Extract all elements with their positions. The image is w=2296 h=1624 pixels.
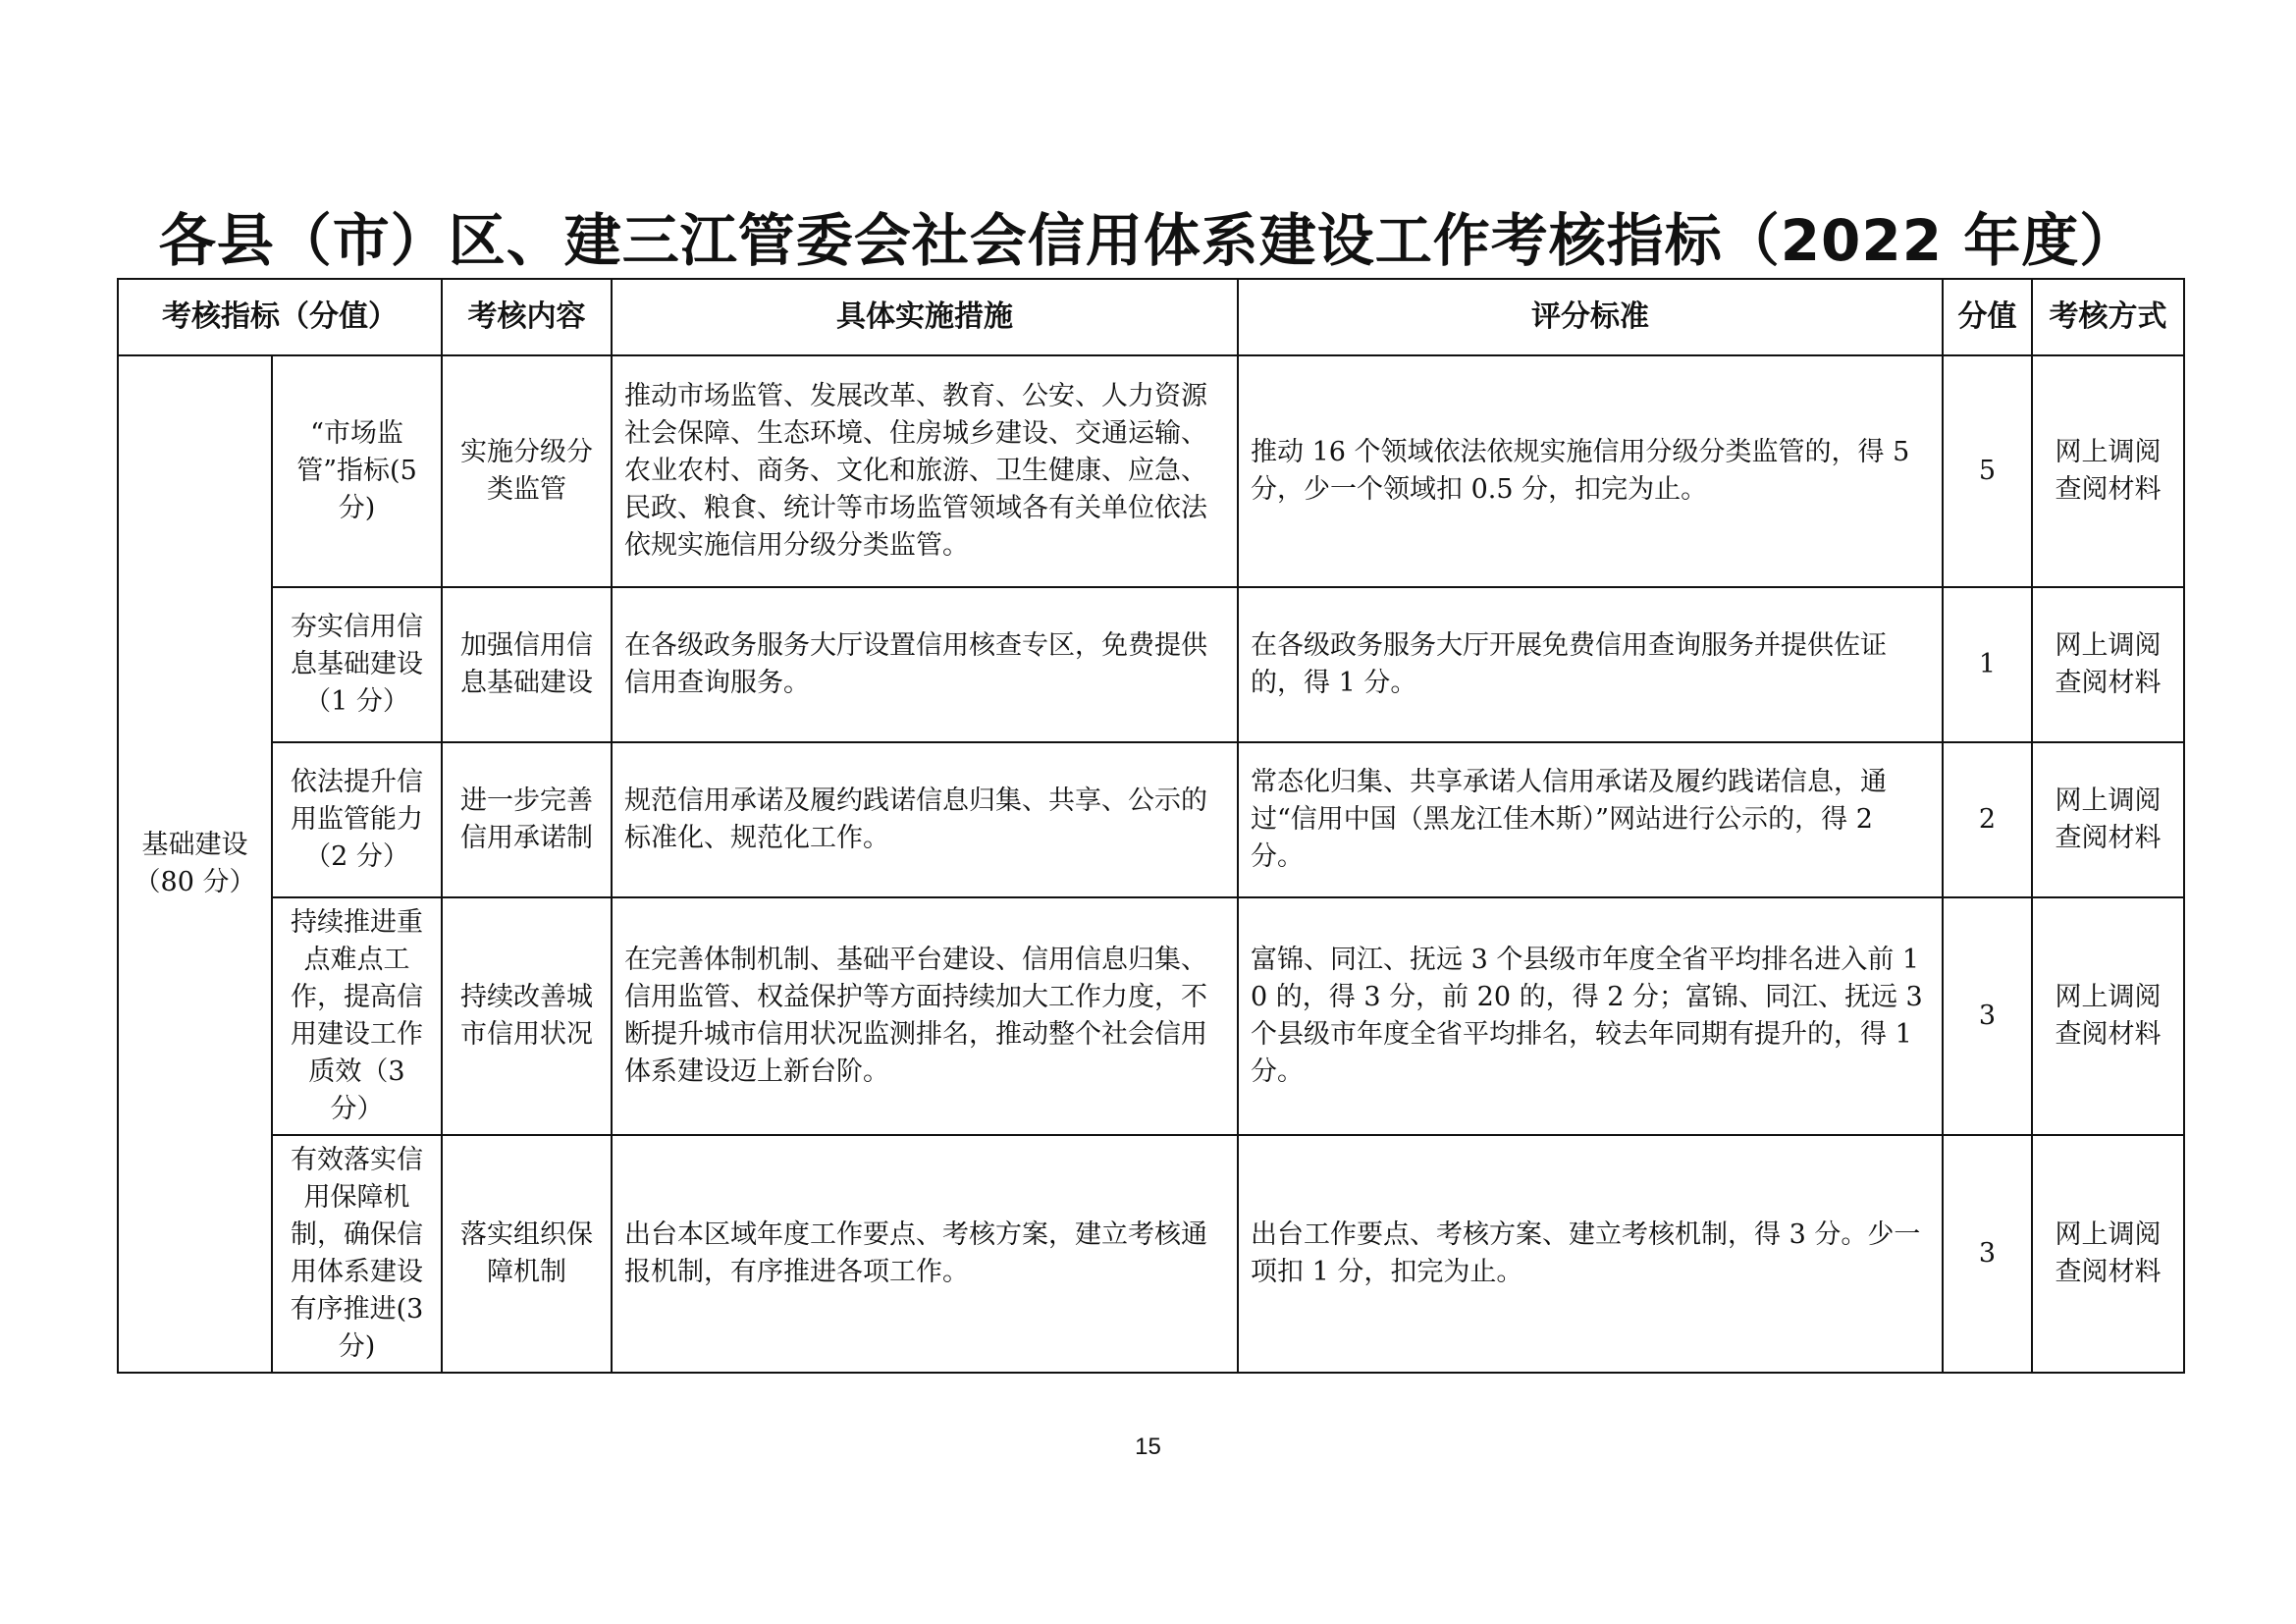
content-cell: 加强信用信息基础建设 — [442, 587, 612, 742]
category-cell: 基础建设（80 分） — [118, 355, 272, 1373]
method-cell: 网上调阅查阅材料 — [2032, 587, 2184, 742]
table-row — [118, 742, 2184, 897]
header-score: 分值 — [1943, 279, 2032, 355]
indicator-cell: 依法提升信用监管能力（2 分） — [272, 742, 442, 897]
criteria-cell: 在各级政务服务大厅开展免费信用查询服务并提供佐证的，得 1 分。 — [1238, 587, 1943, 742]
indicator-cell: “市场监管”指标(5分) — [272, 355, 442, 587]
header-criteria: 评分标准 — [1238, 279, 1943, 355]
criteria-cell: 出台工作要点、考核方案、建立考核机制，得 3 分。少一项扣 1 分，扣完为止。 — [1238, 1135, 1943, 1373]
score-cell: 5 — [1943, 355, 2032, 587]
score-cell: 3 — [1943, 897, 2032, 1135]
measures-cell: 在各级政务服务大厅设置信用核查专区，免费提供信用查询服务。 — [612, 587, 1238, 742]
table-row — [118, 587, 2184, 742]
content-cell: 实施分级分类监管 — [442, 355, 612, 587]
measures-cell: 在完善体制机制、基础平台建设、信用信息归集、信用监管、权益保护等方面持续加大工作力度，不断提升城市信用状况监测排名，推动整个社会信用体系建设迈上新台阶。 — [612, 897, 1238, 1135]
score-cell: 2 — [1943, 742, 2032, 897]
criteria-cell: 推动 16 个领域依法依规实施信用分级分类监管的，得 5 分，少一个领域扣 0.5 分，扣完为止。 — [1238, 355, 1943, 587]
document-title: 各县（市）区、建三江管委会社会信用体系建设工作考核指标（2022 年度） — [158, 207, 2138, 274]
indicator-cell: 有效落实信用保障机制，确保信用体系建设有序推进(3分) — [272, 1135, 442, 1373]
header-indicator: 考核指标（分值） — [118, 279, 442, 355]
assessment-table — [117, 278, 2185, 1374]
method-cell: 网上调阅查阅材料 — [2032, 355, 2184, 587]
indicator-cell: 夯实信用信息基础建设（1 分） — [272, 587, 442, 742]
measures-cell: 出台本区域年度工作要点、考核方案，建立考核通报机制，有序推进各项工作。 — [612, 1135, 1238, 1373]
criteria-cell: 常态化归集、共享承诺人信用承诺及履约践诺信息，通过“信用中国（黑龙江佳木斯）”网站进行公示的，得 2 分。 — [1238, 742, 1943, 897]
table-row — [118, 355, 2184, 587]
table-row — [118, 1135, 2184, 1373]
table-header-row — [118, 279, 2184, 355]
measures-cell: 规范信用承诺及履约践诺信息归集、共享、公示的标准化、规范化工作。 — [612, 742, 1238, 897]
content-cell: 落实组织保障机制 — [442, 1135, 612, 1373]
header-measures: 具体实施措施 — [612, 279, 1238, 355]
header-method: 考核方式 — [2032, 279, 2184, 355]
method-cell: 网上调阅查阅材料 — [2032, 1135, 2184, 1373]
method-cell: 网上调阅查阅材料 — [2032, 897, 2184, 1135]
criteria-cell: 富锦、同江、抚远 3 个县级市年度全省平均排名进入前 10 的，得 3 分，前 20 的，得 2 分；富锦、同江、抚远 3 个县级市年度全省平均排名，较去年同期有提升的，得 1 分。 — [1238, 897, 1943, 1135]
indicator-cell: 持续推进重点难点工作，提高信用建设工作质效（3 分） — [272, 897, 442, 1135]
table-row — [118, 897, 2184, 1135]
score-cell: 1 — [1943, 587, 2032, 742]
page-number: 15 — [1135, 1434, 1161, 1460]
header-content: 考核内容 — [442, 279, 612, 355]
method-cell: 网上调阅查阅材料 — [2032, 742, 2184, 897]
score-cell: 3 — [1943, 1135, 2032, 1373]
measures-cell: 推动市场监管、发展改革、教育、公安、人力资源社会保障、生态环境、住房城乡建设、交通运输、农业农村、商务、文化和旅游、卫生健康、应急、民政、粮食、统计等市场监管领域各有关单位依法依规实施信用分级分类监管。 — [612, 355, 1238, 587]
content-cell: 进一步完善信用承诺制 — [442, 742, 612, 897]
content-cell: 持续改善城市信用状况 — [442, 897, 612, 1135]
